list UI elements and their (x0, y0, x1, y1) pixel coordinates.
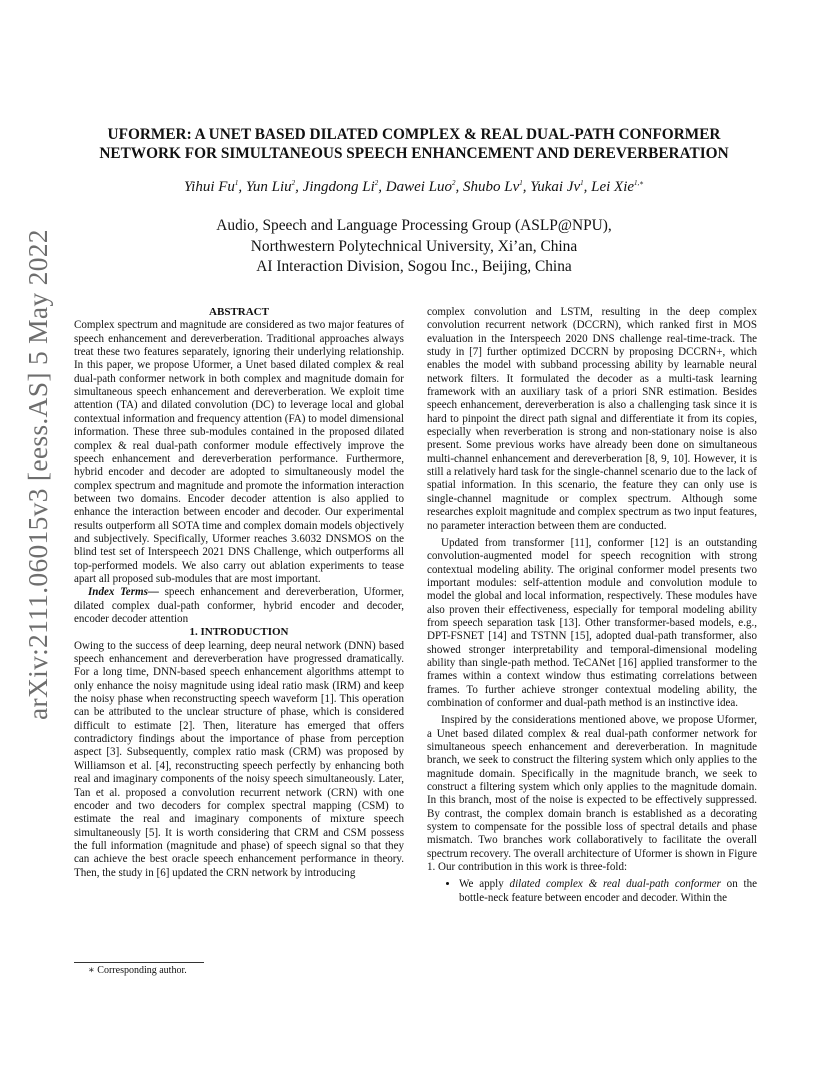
index-terms-label: Index Terms— (88, 586, 159, 599)
intro-paragraph-1: complex convolution and LSTM, resulting in the deep complex convolution recurrent network (DCCRN), which ranked first in MOS evaluation in the Interspeech 2020 DNS challenge real-time-track. The study in [7] further optimized DCCRN by proposing DCCRN+, which enables the model with subband processing ability by learnable neural network filters. It formulated the decoder as a multi-task learning framework with an auxiliary task of a priori SNR estimation. Besides speech enhancement, dereverberation is also a challenging task since it is hard to pinpoint the direct path signal and differentiate it from its copies, especially when reverberation is strong and non-stationary noise is also present. Some previous works have already been done on simultaneous multi-channel enhancement and dereverberation [8, 9, 10]. However, it is still a relatively hard task for the single-channel scenario due to the lack of spatial information. In this scenario, the feature they can only use is single-channel magnitude or complex spectrum. Although some researches exploit magnitude and complex spectrum as two input features, no parameter interaction between them are conducted. (427, 306, 757, 532)
affiliation-line: Northwestern Polytechnical University, Xi’an, China (250, 237, 578, 255)
abstract-text: Complex spectrum and magnitude are considered as two major features of speech enhancement and dereverberation. Traditional approaches always treat these two features separately, ignoring their underlying relationship. In this paper, we propose Uformer, a Unet based dilated complex & real dual-path conformer network in both complex and magnitude domain for simultaneous speech enhancement and dereverberation. We exploit time attention (TA) and dilated convolution (DC) to leverage local and global contextual information and frequency attention (FA) to model dimensional information. These three sub-modules contained in the proposed dilated complex & real dual-path conformer module effectively improve the speech enhancement and dereverberation performance. Furthermore, hybrid encoder and decoder are adopted to simultaneously model the complex spectrum and magnitude and promote the information interaction between two domains. Encoder decoder attention is also applied to enhance the interaction between encoder and decoder. Our experimental results outperform all SOTA time and complex domain models objectively and subjectively. Specifically, Uformer reaches 3.6032 DNSMOS on the blind test set of Interspeech 2021 DNS Challenge, which outperforms all top-performed models. We also carry out ablation experiments to tease apart all proposed sub-modules that are most important. (74, 319, 404, 585)
right-column (427, 306, 757, 905)
introduction-heading: 1. INTRODUCTION (189, 626, 289, 639)
affiliation-line: Audio, Speech and Language Processing Group (ASLP@NPU), (216, 217, 612, 234)
footnote-divider (74, 962, 204, 963)
affiliations (60, 216, 768, 278)
title-line-2: NETWORK FOR SIMULTANEOUS SPEECH ENHANCEMENT AND DEREVERBERATION (99, 145, 729, 162)
author: Yukai Jv$^1$, (530, 179, 592, 195)
left-column (74, 306, 404, 880)
abstract-heading: ABSTRACT (209, 306, 269, 318)
introduction-text: Owing to the success of deep learning, deep neural network (DNN) based speech enhancement and dereverberation have progressed dramatically. For a long time, DNN-based speech enhancement algorithms attempt to only enhance the noisy magnitude using ideal ratio mask (IRM) and keep the noisy phase when reconstructing speech waveform [1]. This operation can be attributed to the unclear structure of phase, which is considered difficult to estimate [2]. Then, literature has emerged that offers contradictory findings about the importance of phase from perception aspect [3]. Subsequently, complex ratio mask (CRM) was proposed by Williamson et al. [4], reconstructing speech perfectly by enhancing both real and imaginary components of the noisy speech simultaneously. Later, Tan et al. proposed a convolution recurrent network (CRN) with one encoder and two decoders for complex spectral mapping (CSM) to estimate the real and imaginary components of mixture speech simultaneously [5]. It is worth considering that CRM and CSM possess the full information (magnitude and phase) of speech signal so that they can achieve the best oracle speech enhancement performance in theory. Then, the study in [6] updated the CRN network by introducing (74, 639, 404, 879)
index-terms (74, 586, 404, 626)
author-list (60, 179, 768, 196)
contribution-list (427, 878, 757, 905)
index-terms-text: speech enhancement and dereverberation, Uformer, dilated complex dual-path conformer, hybrid encoder and decoder, encoder decoder attention (74, 586, 405, 625)
title-line-1: UFORMER: A UNET BASED DILATED COMPLEX & REAL DUAL-PATH CONFORMER (107, 126, 721, 143)
author: Yihui Fu$^1$, (183, 179, 246, 195)
author: Yun Liu$^2$, (245, 179, 303, 195)
contribution-item: • We apply dilated complex & real dual-path conformer on the bottle-neck feature between encoder and decoder. Within the (459, 878, 757, 905)
arxiv-side-identifier: arXiv:2111.06015v3 [eess.AS] 5 May 2022 (22, 229, 53, 720)
author: Jingdong Li$^2$, (302, 179, 386, 195)
affiliation-line: AI Interaction Division, Sogou Inc., Beijing, China (256, 258, 572, 275)
author: Lei Xie$^{1,∗}$ (591, 179, 645, 195)
paper-title (60, 125, 768, 163)
intro-paragraph-2: Updated from transformer [11], conformer [12] is an outstanding convolution-augmented model for speech recognition with strong contextual modeling ability. The original conformer model presents two important modules: self-attention module and convolution module to model the global and local information, respectively. These modules have also proven their effectiveness, especially for temporal modeling ability from speech separation task [13]. Other transformer-based models, e.g., DPT-FSNET [14] and TSTNN [15], adopted dual-path transformer, also showed stronger interpretability and temporal-dimensional modeling ability than single-path method. TeCANet [16] applied transformer to the frames within a context window thus estimating correlations between frames. To further achieve stronger contextual modeling ability, the combination of conformer and dual-path method is an instinctive idea. (427, 536, 757, 709)
author: Dawei Luo$^2$, (385, 179, 464, 195)
footnote: ∗ Corresponding author. (88, 965, 187, 976)
intro-paragraph-3: Inspired by the considerations mentioned above, we propose Uformer, a Unet based dilated complex & real dual-path conformer network for simultaneous speech enhancement and dereverberation. In magnitude branch, we seek to construct the filtering system which only applies to the magnitude domain. Specifically in the magnitude branch, we seek to construct a filtering system which only applies to the magnitude domain. In this branch, most of the noise is expected to be effectively suppressed. By contrast, the complex domain branch is established as a decorating system to compensate for the possible loss of spectral details and phase mismatch. Two branches work collaboratively to facilitate the overall spectrum recovery. The overall architecture of Uformer is shown in Figure 1. Our contribution in this work is three-fold: (427, 714, 757, 874)
author: Shubo Lv$^1$, (463, 179, 531, 195)
